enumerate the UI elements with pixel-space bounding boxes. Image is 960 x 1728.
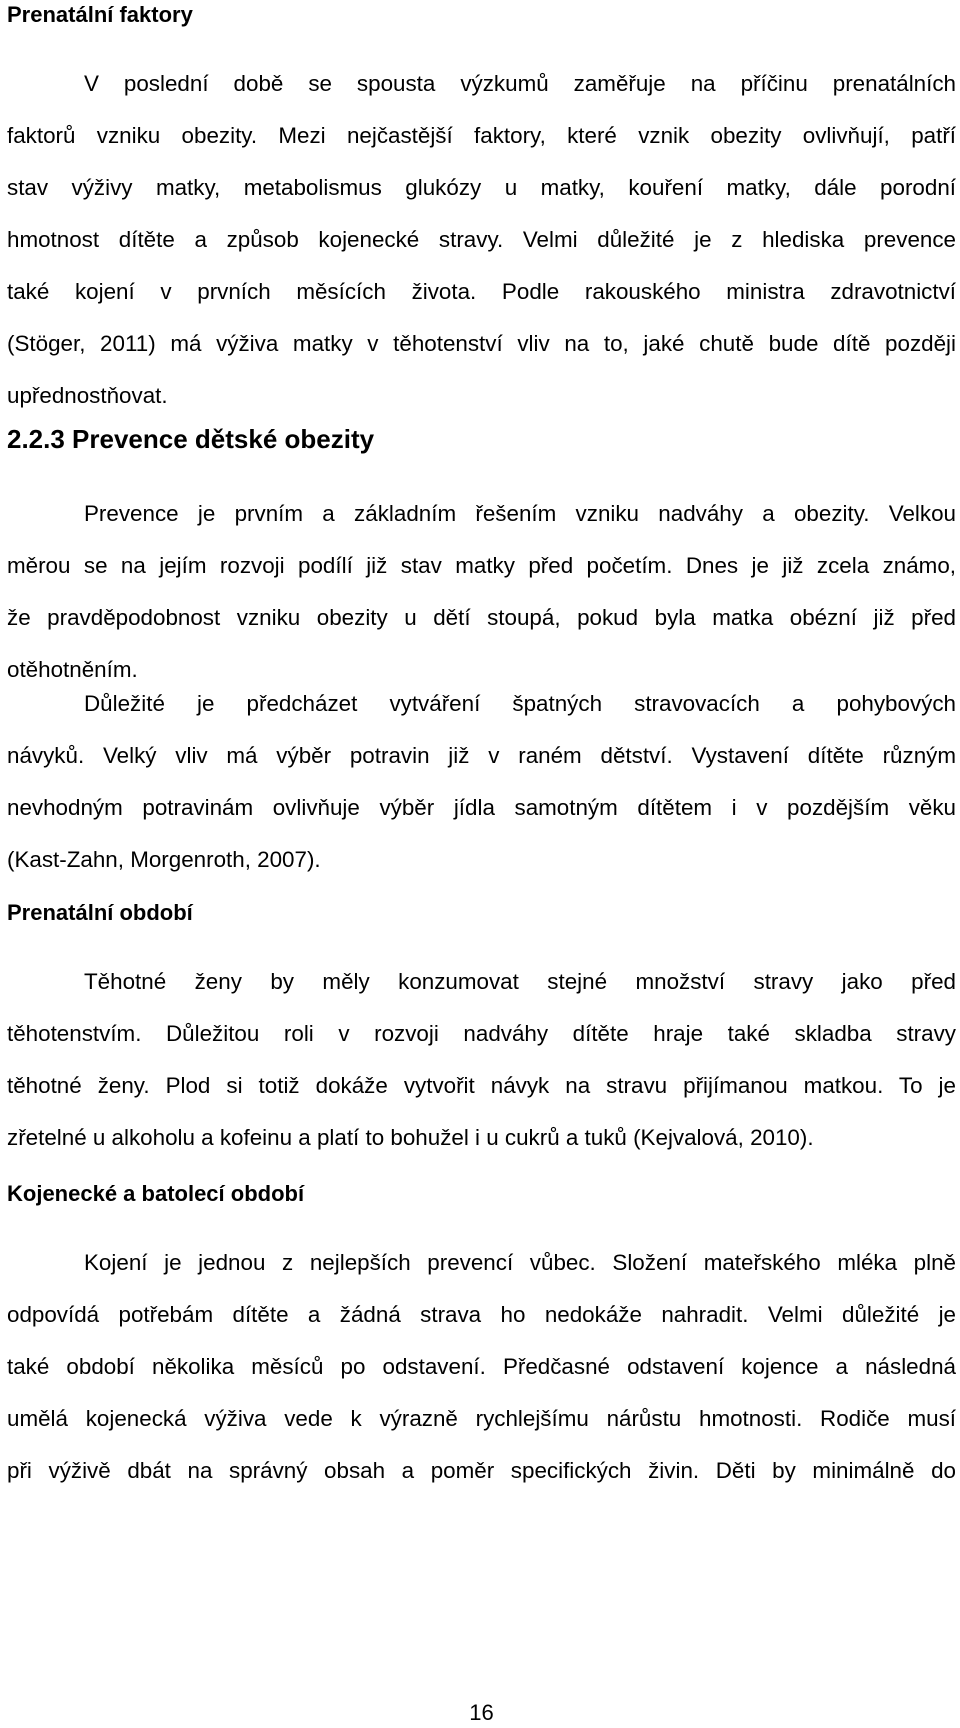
text-line: také kojení v prvních měsících života. Podle rakouského ministra zdravotnictví bbox=[7, 279, 956, 304]
paragraph bbox=[7, 488, 956, 696]
section-heading: Kojenecké a batolecí období bbox=[7, 1181, 305, 1206]
text-line: Důležité je předcházet vytváření špatných stravovacích a pohybových bbox=[84, 691, 956, 716]
text-line: odpovídá potřebám dítěte a žádná strava ho nedokáže nahradit. Velmi důležité je bbox=[7, 1302, 956, 1327]
paragraph bbox=[7, 678, 956, 886]
text-line: Těhotné ženy by měly konzumovat stejné množství stravy jako před bbox=[84, 969, 956, 994]
text-line: upřednostňovat. bbox=[7, 383, 168, 408]
text-line: Kojení je jednou z nejlepších prevencí vůbec. Složení mateřského mléka plně bbox=[84, 1250, 956, 1275]
paragraph bbox=[7, 956, 956, 1164]
chapter-heading: 2.2.3 Prevence dětské obezity bbox=[7, 424, 375, 454]
text-line: návyků. Velký vliv má výběr potravin již v raném dětství. Vystavení dítěte různým bbox=[7, 743, 956, 768]
text-line: že pravděpodobnost vzniku obezity u dětí stoupá, pokud byla matka obézní již před bbox=[7, 605, 956, 630]
text-line: těhotenstvím. Důležitou roli v rozvoji nadváhy dítěte hraje také skladba stravy bbox=[7, 1021, 956, 1046]
section-heading: Prenatální období bbox=[7, 900, 193, 925]
paragraph bbox=[7, 1237, 956, 1497]
text-line: zřetelné u alkoholu a kofeinu a platí to bohužel i u cukrů a tuků (Kejvalová, 2010). bbox=[7, 1125, 814, 1150]
page-number: 16 bbox=[469, 1700, 494, 1725]
text-line: umělá kojenecká výživa vede k výrazně rychlejšímu nárůstu hmotnosti. Rodiče musí bbox=[7, 1406, 956, 1431]
document-page bbox=[7, 0, 956, 1728]
text-line: Prevence je prvním a základním řešením vzniku nadváhy a obezity. Velkou bbox=[84, 501, 956, 526]
text-line: stav výživy matky, metabolismus glukózy u matky, kouření matky, dále porodní bbox=[7, 175, 956, 200]
text-line: faktorů vzniku obezity. Mezi nejčastější faktory, které vznik obezity ovlivňují, patří bbox=[7, 123, 956, 148]
section-heading: Prenatální faktory bbox=[7, 2, 193, 27]
text-line: těhotné ženy. Plod si totiž dokáže vytvořit návyk na stravu přijímanou matkou. To je bbox=[7, 1073, 956, 1098]
text-line: nevhodným potravinám ovlivňuje výběr jídla samotným dítětem i v pozdějším věku bbox=[7, 795, 956, 820]
text-line: (Kast-Zahn, Morgenroth, 2007). bbox=[7, 847, 321, 872]
text-line: (Stöger, 2011) má výživa matky v těhotenství vliv na to, jaké chutě bude dítě později bbox=[7, 331, 956, 356]
text-line: otěhotněním. bbox=[7, 657, 138, 682]
text-line: hmotnost dítěte a způsob kojenecké stravy. Velmi důležité je z hlediska prevence bbox=[7, 227, 956, 252]
paragraph bbox=[7, 58, 956, 422]
text-line: při výživě dbát na správný obsah a poměr specifických živin. Děti by minimálně do bbox=[7, 1458, 956, 1483]
text-line: měrou se na jejím rozvoji podílí již stav matky před početím. Dnes je již zcela známo, bbox=[7, 553, 956, 578]
text-line: V poslední době se spousta výzkumů zaměřuje na příčinu prenatálních bbox=[84, 71, 956, 96]
text-line: také období několika měsíců po odstavení. Předčasné odstavení kojence a následná bbox=[7, 1354, 956, 1379]
